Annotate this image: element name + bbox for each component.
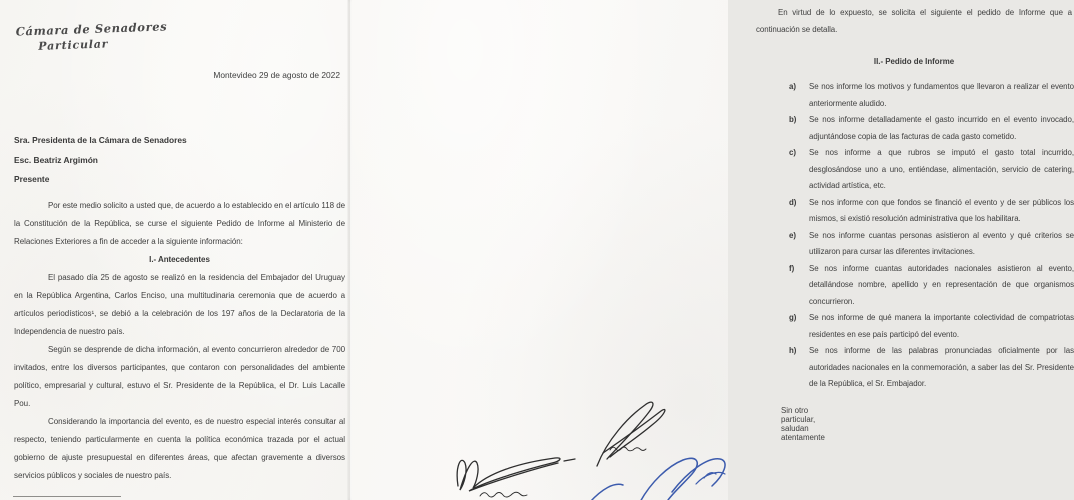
- page2-intro-paragraph: En virtud de lo expuesto, se solicita el siguiente el pedido de Informe que a continuación se detalla.: [756, 8, 1072, 34]
- request-item-c: [789, 145, 1074, 195]
- section-heading-antecedentes: I.- Antecedentes: [149, 255, 210, 264]
- signature-blue: [590, 458, 725, 500]
- recipient-present: Presente: [14, 174, 50, 184]
- signatures-area: [352, 390, 728, 500]
- recipient-name: Esc. Beatriz Argimón: [14, 154, 98, 165]
- footnote-rule: [13, 496, 121, 497]
- request-item-b: [789, 112, 1074, 145]
- section-heading-pedido: II.- Pedido de Informe: [873, 57, 955, 66]
- request-item-a: [789, 79, 1074, 112]
- date-line: Montevideo 29 de agosto de 2022: [213, 70, 340, 80]
- request-items-list: [789, 79, 1074, 393]
- item-letter: f): [789, 263, 795, 273]
- intro-paragraph: Por este medio solicito a usted que, de acuerdo a lo establecido en el artículo 118 de la Constitución de la República, se curse el siguiente Pedido de Informe al Ministerio de Relaciones Exteriores a fin de acceder a la siguiente información:: [14, 201, 345, 246]
- recipient-title: Sra. Presidenta de la Cámara de Senadores: [14, 135, 187, 145]
- paragraph-considerations: Considerando la importancia del evento, es de nuestro especial interés consultar al respecto, teniendo particularmente en cuenta la política económica trazada por el actual gobierno de ajuste presupuestal en diferentes áreas, que afectan gravemente a diversos servicios públicos y sociales de nuestro país.: [14, 417, 345, 480]
- letterhead: [16, 19, 168, 53]
- letterhead-particular: Particular: [38, 37, 109, 53]
- item-letter: b): [789, 115, 797, 124]
- signature-black-w: [457, 458, 575, 497]
- item-text: Se nos informe los motivos y fundamentos que llevaron a realizar el evento anteriormente aludido.: [809, 82, 1074, 108]
- request-item-g: [789, 310, 1074, 343]
- paragraph-guests: Según se desprende de dicha información, al evento concurrieron alrededor de 700 invitados, entre los diversos participantes, que contaron con personalidades del ambiente político, empresarial y cultural, estuvo el Sr. Presidente de la República, el Dr. Luis Lacalle Pou.: [14, 345, 345, 408]
- signature-black-loop: [597, 402, 665, 466]
- paragraph-event: El pasado día 25 de agosto se realizó en la residencia del Embajador del Uruguay en la República Argentina, Carlos Enciso, una multitudinaria ceremonia que de acuerdo a artículos periodísticos¹, se debió a la celebración de los 197 años de la Declaratoria de la Independencia de nuestro país.: [14, 273, 345, 336]
- item-letter: g): [789, 313, 797, 322]
- item-text: Se nos informe cuantas personas asistieron al evento y qué criterios se utilizaron para cursar las diferentes invitaciones.: [809, 230, 1074, 256]
- request-item-f: [789, 261, 1074, 311]
- item-letter: a): [789, 82, 796, 91]
- letter-page-1: [0, 0, 348, 500]
- item-text: Se nos informe de qué manera la importante colectividad de compatriotas residentes en ese país participó del evento.: [809, 313, 1074, 339]
- item-letter: h): [789, 346, 797, 355]
- letterhead-chamber-name: Cámara de Senadores: [15, 19, 168, 39]
- page1-body: [14, 197, 345, 485]
- item-letter: d): [789, 197, 797, 207]
- item-text: Se nos informe de las palabras pronunciadas oficialmente por las autoridades nacionales en la conmemoración, a saber las del Sr. Presidente de la República, el Sr. Embajador.: [809, 346, 1074, 388]
- request-item-d: [789, 195, 1074, 228]
- request-item-h: [789, 343, 1074, 393]
- item-text: Se nos informe detalladamente el gasto incurrido en el evento invocado, adjuntándose copia de las facturas de cada gasto cometido.: [809, 115, 1074, 141]
- item-text: Se nos informe cuantas autoridades nacionales asistieron al evento, detallándose nombre, apellido y en representación de que organismos concurrieron.: [809, 263, 1074, 306]
- item-letter: e): [789, 230, 796, 240]
- closing-salutation: Sin otro particular, saludan atentamente: [781, 406, 825, 442]
- recipient-block: [14, 131, 187, 190]
- request-item-e: [789, 228, 1074, 261]
- item-text: Se nos informe con que fondos se financió el evento y de ser públicos los mismos, si existió resolución administrativa que los habilitara.: [809, 197, 1074, 223]
- item-letter: c): [789, 148, 796, 157]
- item-text: Se nos informe a que rubros se imputó el gasto total incurrido, desglosándose uno a uno, entiéndase, alimentación, servicio de catering, actividad artística, etc.: [809, 148, 1074, 190]
